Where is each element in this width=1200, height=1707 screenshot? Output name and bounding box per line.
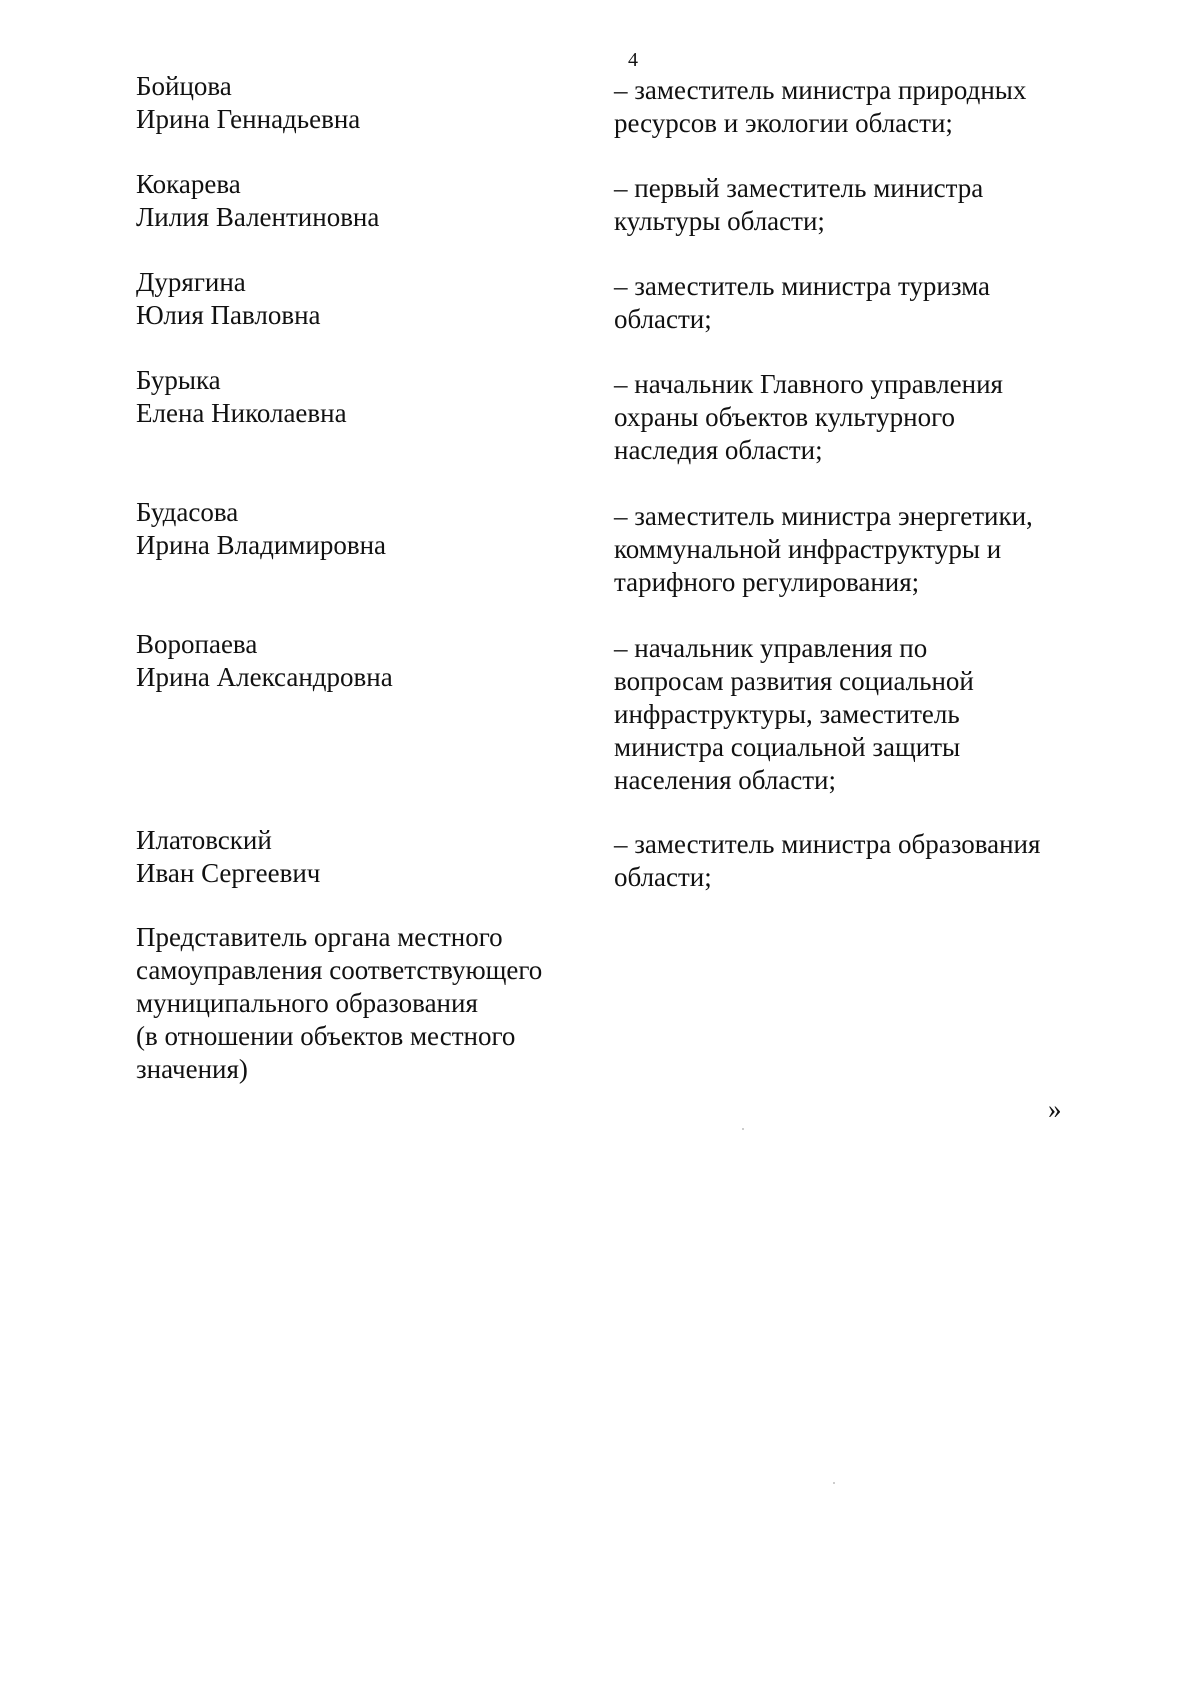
member-name: Бойцова Ирина Геннадьевна	[136, 71, 361, 134]
member-name: Будасова Ирина Владимировна	[136, 497, 387, 560]
member-name: Дурягина Юлия Павловна	[136, 267, 321, 330]
member-role: – первый заместитель министра культуры области;	[614, 173, 984, 236]
member-role: – заместитель министра природных ресурсов и экологии области;	[614, 75, 1027, 138]
scan-speck	[833, 1482, 835, 1484]
member-role: – заместитель министра энергетики, коммунальной инфраструктуры и тарифного регулирования;	[614, 501, 1033, 597]
member-name: Илатовский Иван Сергеевич	[136, 825, 321, 888]
member-name: Воропаева Ирина Александровна	[136, 629, 393, 692]
member-name: Бурыка Елена Николаевна	[136, 365, 347, 428]
member-role: – заместитель министра туризма области;	[614, 271, 991, 334]
closing-quote: »	[1048, 1094, 1062, 1124]
scan-speck	[742, 1128, 744, 1130]
member-name: Кокарева Лилия Валентиновна	[136, 169, 380, 232]
member-role: – заместитель министра образования области;	[614, 829, 1041, 892]
member-role: – начальник управления по вопросам развития социальной инфраструктуры, заместитель министра социальной защиты населения области;	[614, 633, 974, 795]
local-government-representative: Представитель органа местного самоуправления соответствующего муниципального образования (в отношении объектов местного значения)	[136, 922, 543, 1084]
page-number: 4	[628, 49, 638, 71]
member-role: – начальник Главного управления охраны объектов культурного наследия области;	[614, 369, 1003, 465]
